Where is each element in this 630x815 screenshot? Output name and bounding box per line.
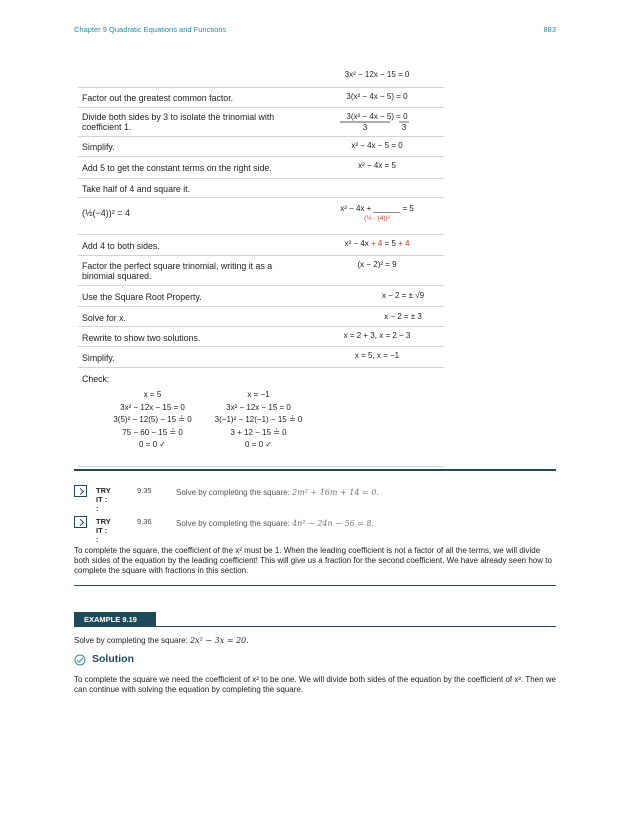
step-row: Factor out the greatest common factor. 3(x² − 4x − 5) = 0	[78, 88, 444, 108]
section-divider	[74, 469, 556, 471]
divide-by-3-equation	[314, 111, 440, 133]
half-square-hint: (½ · (4))²	[364, 215, 390, 222]
running-header: Chapter 9 Quadratic Equations and Functions	[74, 25, 227, 34]
example-badge: EXAMPLE 9.19	[74, 612, 156, 627]
step-row: Solve for x. x − 2 = ± 3	[78, 307, 444, 327]
check-circle-icon	[74, 654, 86, 666]
svg-text:3: 3	[401, 123, 407, 132]
check-row: Check: x = 5 3x² − 12x − 15 = 0 3(5)² − 12(5) − 15 ≟ 0 75 − 60 − 15 ≟ 0 0 = 0 ✓ x = −1 3x² − 12x − 15 = 0 3(−1)² − 12(−1) − 15 ≟ 0 3 + 12 − 15 ≟ 0 0 = 0 ✓	[78, 368, 444, 467]
step-row: Simplify. x = 5, x = −1	[78, 347, 444, 368]
step-row: Use the Square Root Property. x − 2 = ± √9	[78, 286, 444, 307]
example-rule	[156, 626, 556, 627]
step-row: Add 5 to get the constant terms on the right side. x² − 4x = 5	[78, 157, 444, 179]
fraction-equation	[314, 111, 440, 135]
check-x-equals-5: x = 5 3x² − 12x − 15 = 0 3(5)² − 12(5) − 15 ≟ 0 75 − 60 − 15 ≟ 0 0 = 0 ✓	[113, 390, 192, 450]
step-row: Factor the perfect square trinomial, writing it as a binomial squared. (x − 2)² = 9	[78, 256, 444, 286]
step-row: Take half of 4 and square it.	[78, 179, 444, 198]
step-row: Add 4 to both sides. x² − 4x + 4 = 5 + 4	[78, 235, 444, 256]
example-prompt: Solve by completing the square: 2x² − 3x = 20.	[74, 636, 249, 645]
check-x-equals-neg1: x = −1 3x² − 12x − 15 = 0 3(−1)² − 12(−1) − 15 ≟ 0 3 + 12 − 15 ≟ 0 0 = 0 ✓	[214, 390, 303, 450]
page-number: 883	[543, 25, 556, 34]
step-row: (½(−4))² = 4 x² − 4x + ______ = 5 (½ · (4))²	[78, 198, 444, 235]
solution-paragraph: To complete the square we need the coefficient of x² to be one. We will divide both sides of the equation by the coefficient of x². Then we can continue with solving the equation by completing the square.	[74, 675, 556, 694]
svg-text:3: 3	[362, 123, 368, 132]
body-paragraph: To complete the square, the coefficient of the x² must be 1. When the leading coefficient is not a factor of all the terms, we will divide both sides of the equation by the leading coefficient! This will give us a fraction for the second coefficient. We have already seen how to complete the square with fractions in this section.	[74, 546, 552, 575]
chevron-right-icon[interactable]	[74, 516, 87, 528]
step-row: Simplify. x² − 4x − 5 = 0	[78, 137, 444, 157]
step-row: 3x² − 12x − 15 = 0	[78, 66, 444, 88]
chevron-right-icon[interactable]	[74, 485, 87, 497]
example-divider	[74, 585, 556, 586]
step-row: Rewrite to show two solutions. x = 2 + 3, x = 2 − 3	[78, 327, 444, 347]
svg-text:3(x² − 4x − 5) = 0: 3(x² − 4x − 5) = 0	[346, 112, 408, 121]
solution-steps-table	[78, 66, 444, 467]
step-row: Divide both sides by 3 to isolate the trinomial with coefficient 1. 3(x² − 4x − 5) = 0 3 3	[78, 108, 444, 137]
